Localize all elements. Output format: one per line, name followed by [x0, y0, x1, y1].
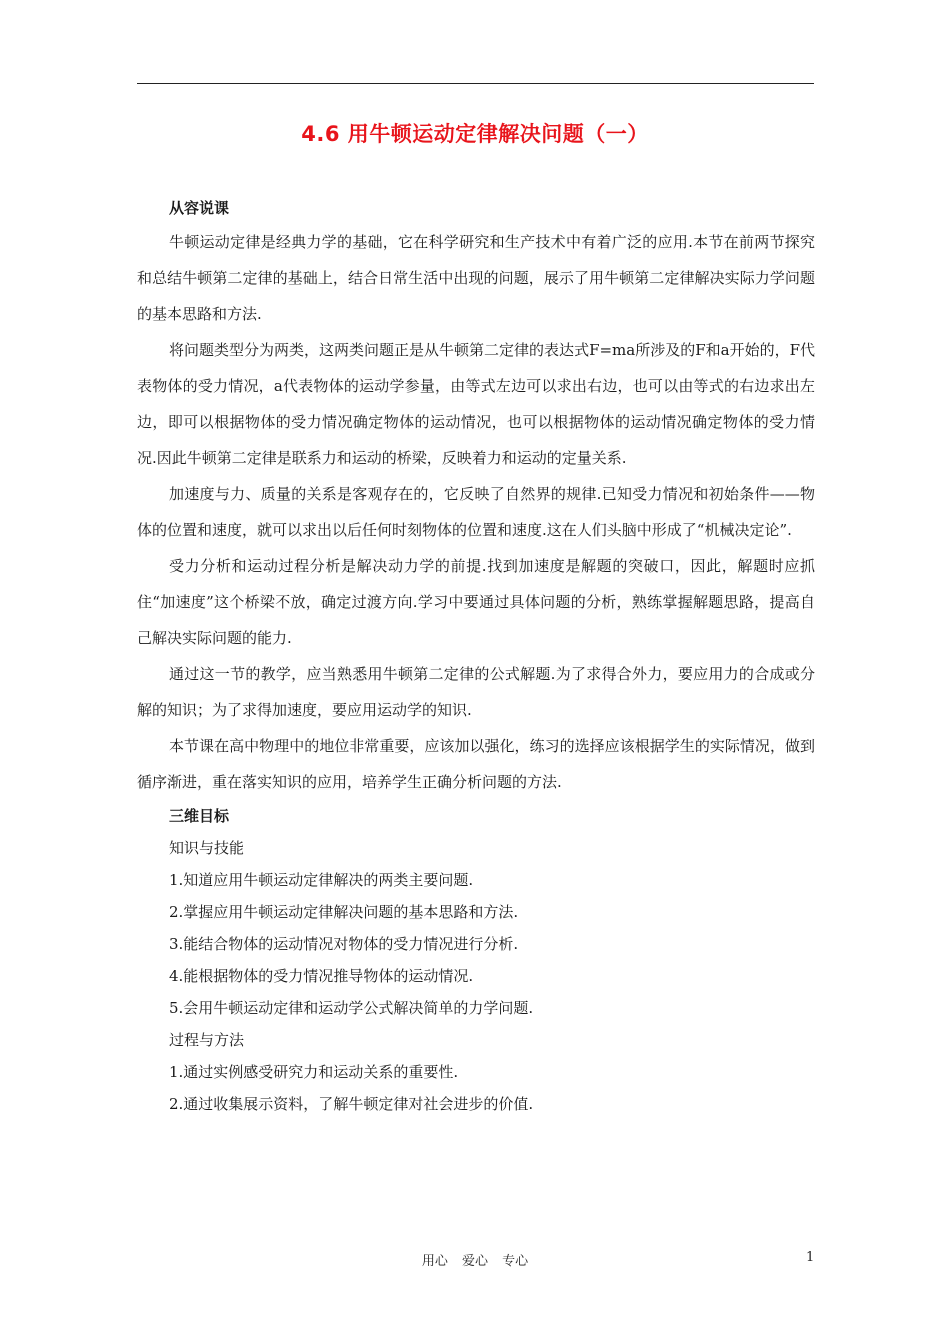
subheading-knowledge-skills: 知识与技能	[169, 839, 245, 857]
list-item: 1.知道应用牛顿运动定律解决的两类主要问题.	[169, 871, 474, 889]
list-item: 4.能根据物体的受力情况推导物体的运动情况.	[169, 967, 474, 985]
paragraph: 牛顿运动定律是经典力学的基础，它在科学研究和生产技术中有着广泛的应用.本节在前两节探究和总结牛顿第二定律的基础上，结合日常生活中出现的问题，展示了用牛顿第二定律解决实际力学问题的基本思路和方法.	[137, 233, 815, 323]
page-title: 4.6 用牛顿运动定律解决问题（一）	[301, 122, 649, 146]
paragraph: 加速度与力、质量的关系是客观存在的，它反映了自然界的规律.已知受力情况和初始条件——物体的位置和速度，就可以求出以后任何时刻物体的位置和速度.这在人们头脑中形成了“机械决定论”.	[137, 485, 815, 539]
list-item: 2.掌握应用牛顿运动定律解决问题的基本思路和方法.	[169, 903, 519, 921]
paragraph: 受力分析和运动过程分析是解决动力学的前提.找到加速度是解题的突破口，因此，解题时应抓住“加速度”这个桥梁不放，确定过渡方向.学习中要通过具体问题的分析，熟练掌握解题思路，提高自己解决实际问题的能力.	[137, 557, 815, 647]
list-item: 5.会用牛顿运动定律和运动学公式解决简单的力学问题.	[169, 999, 534, 1017]
section-heading-lesson-notes: 从容说课	[169, 199, 230, 217]
section-heading-objectives: 三维目标	[169, 807, 230, 825]
paragraph: 本节课在高中物理中的地位非常重要，应该加以强化，练习的选择应该根据学生的实际情况，做到循序渐进，重在落实知识的应用，培养学生正确分析问题的方法.	[137, 737, 815, 791]
page-number: 1	[806, 1250, 815, 1265]
list-item: 2.通过收集展示资料，了解牛顿定律对社会进步的价值.	[169, 1095, 534, 1113]
subheading-process-methods: 过程与方法	[169, 1031, 245, 1049]
header-rule	[137, 83, 814, 84]
paragraph: 通过这一节的教学，应当熟悉用牛顿第二定律的公式解题.为了求得合外力，要应用力的合成或分解的知识；为了求得加速度，要应用运动学的知识.	[137, 665, 815, 719]
list-item: 1.通过实例感受研究力和运动关系的重要性.	[169, 1063, 459, 1081]
footer-motto: 用心 爱心 专心	[421, 1254, 529, 1269]
document-body	[137, 192, 815, 1120]
paragraph: 将问题类型分为两类，这两类问题正是从牛顿第二定律的表达式F=ma所涉及的F和a开始的，F代表物体的受力情况，a代表物体的运动学参量，由等式左边可以求出右边，也可以由等式的右边求出左边，即可以根据物体的受力情况确定物体的运动情况，也可以根据物体的运动情况确定物体的受力情况.因此牛顿第二定律是联系力和运动的桥梁，反映着力和运动的定量关系.	[137, 341, 815, 467]
list-item: 3.能结合物体的运动情况对物体的受力情况进行分析.	[169, 935, 519, 953]
